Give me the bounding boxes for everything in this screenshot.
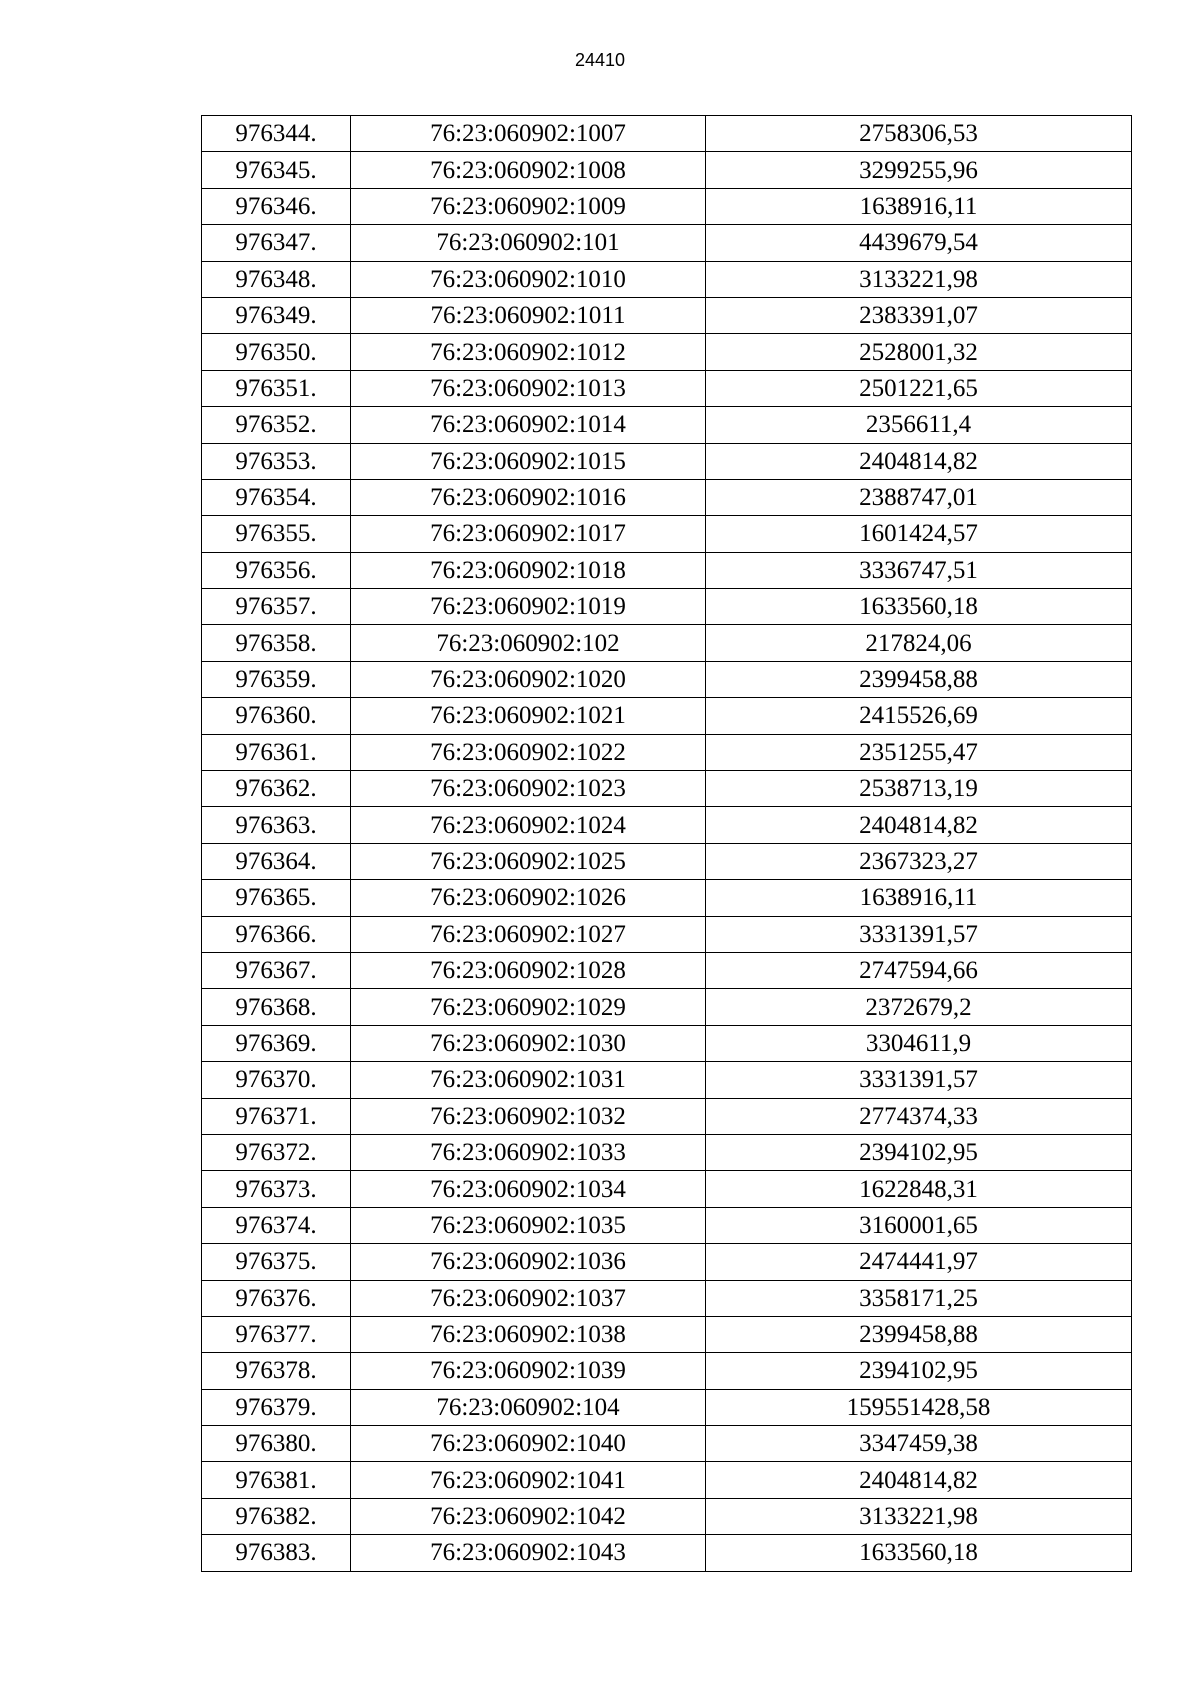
row-number-cell: 976363. (202, 807, 351, 843)
cadastral-number-cell: 76:23:060902:1021 (351, 698, 706, 734)
row-number-cell: 976379. (202, 1389, 351, 1425)
table-row (202, 479, 1132, 515)
cadastral-value-cell: 2351255,47 (706, 734, 1132, 770)
row-number-cell: 976376. (202, 1280, 351, 1316)
row-number-cell: 976352. (202, 407, 351, 443)
table-row (202, 843, 1132, 879)
table-row (202, 661, 1132, 697)
cadastral-value-cell: 3160001,65 (706, 1207, 1132, 1243)
row-number-cell: 976367. (202, 952, 351, 988)
row-number-cell: 976350. (202, 334, 351, 370)
cadastral-value-cell: 2367323,27 (706, 843, 1132, 879)
table-row (202, 916, 1132, 952)
table-row (202, 589, 1132, 625)
cadastral-number-cell: 76:23:060902:1023 (351, 771, 706, 807)
cadastral-value-cell: 3299255,96 (706, 152, 1132, 188)
cadastral-number-cell: 76:23:060902:1007 (351, 116, 706, 152)
cadastral-value-cell: 2388747,01 (706, 479, 1132, 515)
table-row (202, 698, 1132, 734)
cadastral-value-cell: 3133221,98 (706, 261, 1132, 297)
table-row (202, 807, 1132, 843)
table-row (202, 1462, 1132, 1498)
cadastral-number-cell: 76:23:060902:1018 (351, 552, 706, 588)
cadastral-value-cell: 4439679,54 (706, 225, 1132, 261)
table-row (202, 1535, 1132, 1571)
cadastral-number-cell: 76:23:060902:1034 (351, 1171, 706, 1207)
row-number-cell: 976344. (202, 116, 351, 152)
cadastral-number-cell: 76:23:060902:1009 (351, 188, 706, 224)
row-number-cell: 976361. (202, 734, 351, 770)
cadastral-value-cell: 1638916,11 (706, 880, 1132, 916)
row-number-cell: 976349. (202, 297, 351, 333)
table-row (202, 1389, 1132, 1425)
cadastral-number-cell: 76:23:060902:1028 (351, 952, 706, 988)
table-row (202, 261, 1132, 297)
cadastral-value-cell: 2474441,97 (706, 1244, 1132, 1280)
table-row (202, 1062, 1132, 1098)
row-number-cell: 976383. (202, 1535, 351, 1571)
cadastral-number-cell: 76:23:060902:1016 (351, 479, 706, 515)
table-row (202, 188, 1132, 224)
cadastral-number-cell: 76:23:060902:1038 (351, 1316, 706, 1352)
cadastral-value-cell: 2383391,07 (706, 297, 1132, 333)
table-row (202, 443, 1132, 479)
row-number-cell: 976380. (202, 1426, 351, 1462)
row-number-cell: 976381. (202, 1462, 351, 1498)
cadastral-value-cell: 3331391,57 (706, 1062, 1132, 1098)
table-row (202, 152, 1132, 188)
row-number-cell: 976357. (202, 589, 351, 625)
cadastral-number-cell: 76:23:060902:1010 (351, 261, 706, 297)
table-row (202, 370, 1132, 406)
row-number-cell: 976378. (202, 1353, 351, 1389)
cadastral-number-cell: 76:23:060902:1017 (351, 516, 706, 552)
table-row (202, 771, 1132, 807)
cadastral-value-cell: 2501221,65 (706, 370, 1132, 406)
row-number-cell: 976348. (202, 261, 351, 297)
cadastral-number-cell: 76:23:060902:1008 (351, 152, 706, 188)
row-number-cell: 976346. (202, 188, 351, 224)
cadastral-number-cell: 76:23:060902:1042 (351, 1498, 706, 1534)
cadastral-value-cell: 3358171,25 (706, 1280, 1132, 1316)
cadastral-value-cell: 2404814,82 (706, 807, 1132, 843)
cadastral-value-cell: 1633560,18 (706, 1535, 1132, 1571)
table-row (202, 989, 1132, 1025)
cadastral-value-cell: 3304611,9 (706, 1025, 1132, 1061)
cadastral-value-cell: 2356611,4 (706, 407, 1132, 443)
row-number-cell: 976364. (202, 843, 351, 879)
row-number-cell: 976360. (202, 698, 351, 734)
row-number-cell: 976355. (202, 516, 351, 552)
cadastral-value-cell: 159551428,58 (706, 1389, 1132, 1425)
row-number-cell: 976353. (202, 443, 351, 479)
cadastral-number-cell: 76:23:060902:1013 (351, 370, 706, 406)
row-number-cell: 976354. (202, 479, 351, 515)
row-number-cell: 976382. (202, 1498, 351, 1534)
cadastral-value-cell: 2538713,19 (706, 771, 1132, 807)
row-number-cell: 976345. (202, 152, 351, 188)
row-number-cell: 976372. (202, 1134, 351, 1170)
cadastral-value-cell: 2404814,82 (706, 1462, 1132, 1498)
row-number-cell: 976362. (202, 771, 351, 807)
table-row (202, 297, 1132, 333)
cadastral-value-cell: 1638916,11 (706, 188, 1132, 224)
table-row (202, 407, 1132, 443)
table-row (202, 334, 1132, 370)
cadastral-value-cell: 2394102,95 (706, 1353, 1132, 1389)
cadastral-number-cell: 76:23:060902:1043 (351, 1535, 706, 1571)
cadastral-number-cell: 76:23:060902:1041 (351, 1462, 706, 1498)
cadastral-value-cell: 1601424,57 (706, 516, 1132, 552)
table-body (202, 116, 1132, 1572)
cadastral-number-cell: 76:23:060902:1020 (351, 661, 706, 697)
cadastral-value-cell: 2747594,66 (706, 952, 1132, 988)
table-row (202, 1280, 1132, 1316)
table-row (202, 880, 1132, 916)
cadastral-value-cell: 2415526,69 (706, 698, 1132, 734)
table-row (202, 1171, 1132, 1207)
row-number-cell: 976368. (202, 989, 351, 1025)
row-number-cell: 976356. (202, 552, 351, 588)
table-row (202, 734, 1132, 770)
table-row (202, 1353, 1132, 1389)
cadastral-number-cell: 76:23:060902:1012 (351, 334, 706, 370)
row-number-cell: 976375. (202, 1244, 351, 1280)
cadastral-number-cell: 76:23:060902:1029 (351, 989, 706, 1025)
cadastral-number-cell: 76:23:060902:1033 (351, 1134, 706, 1170)
cadastral-value-cell: 2758306,53 (706, 116, 1132, 152)
cadastral-number-cell: 76:23:060902:1030 (351, 1025, 706, 1061)
cadastral-value-cell: 3331391,57 (706, 916, 1132, 952)
cadastral-number-cell: 76:23:060902:1019 (351, 589, 706, 625)
cadastral-number-cell: 76:23:060902:1014 (351, 407, 706, 443)
cadastral-value-cell: 2394102,95 (706, 1134, 1132, 1170)
table-row (202, 1134, 1132, 1170)
table-row (202, 1207, 1132, 1243)
table-row (202, 1498, 1132, 1534)
table-row (202, 1025, 1132, 1061)
row-number-cell: 976365. (202, 880, 351, 916)
row-number-cell: 976359. (202, 661, 351, 697)
table-row (202, 952, 1132, 988)
cadastral-value-table (201, 115, 1132, 1572)
cadastral-number-cell: 76:23:060902:1026 (351, 880, 706, 916)
row-number-cell: 976374. (202, 1207, 351, 1243)
cadastral-number-cell: 76:23:060902:1011 (351, 297, 706, 333)
cadastral-number-cell: 76:23:060902:1022 (351, 734, 706, 770)
table-row (202, 552, 1132, 588)
table-row (202, 225, 1132, 261)
cadastral-value-cell: 1633560,18 (706, 589, 1132, 625)
cadastral-value-cell: 3347459,38 (706, 1426, 1132, 1462)
row-number-cell: 976347. (202, 225, 351, 261)
cadastral-value-cell: 2774374,33 (706, 1098, 1132, 1134)
cadastral-number-cell: 76:23:060902:1035 (351, 1207, 706, 1243)
table-row (202, 1244, 1132, 1280)
cadastral-number-cell: 76:23:060902:1032 (351, 1098, 706, 1134)
cadastral-number-cell: 76:23:060902:1036 (351, 1244, 706, 1280)
row-number-cell: 976370. (202, 1062, 351, 1098)
cadastral-value-cell: 2372679,2 (706, 989, 1132, 1025)
cadastral-value-cell: 3336747,51 (706, 552, 1132, 588)
cadastral-value-cell: 2399458,88 (706, 661, 1132, 697)
cadastral-number-cell: 76:23:060902:1025 (351, 843, 706, 879)
table-row (202, 516, 1132, 552)
row-number-cell: 976366. (202, 916, 351, 952)
cadastral-number-cell: 76:23:060902:102 (351, 625, 706, 661)
cadastral-number-cell: 76:23:060902:1037 (351, 1280, 706, 1316)
row-number-cell: 976373. (202, 1171, 351, 1207)
row-number-cell: 976358. (202, 625, 351, 661)
cadastral-number-cell: 76:23:060902:101 (351, 225, 706, 261)
cadastral-number-cell: 76:23:060902:1024 (351, 807, 706, 843)
cadastral-value-cell: 2404814,82 (706, 443, 1132, 479)
cadastral-number-cell: 76:23:060902:1039 (351, 1353, 706, 1389)
cadastral-value-cell: 3133221,98 (706, 1498, 1132, 1534)
cadastral-value-cell: 2528001,32 (706, 334, 1132, 370)
table-row (202, 1426, 1132, 1462)
cadastral-value-cell: 2399458,88 (706, 1316, 1132, 1352)
table-row (202, 1098, 1132, 1134)
cadastral-number-cell: 76:23:060902:1040 (351, 1426, 706, 1462)
table-row (202, 116, 1132, 152)
cadastral-value-cell: 1622848,31 (706, 1171, 1132, 1207)
cadastral-number-cell: 76:23:060902:104 (351, 1389, 706, 1425)
page-number: 24410 (574, 50, 626, 70)
cadastral-number-cell: 76:23:060902:1027 (351, 916, 706, 952)
table-row (202, 1316, 1132, 1352)
row-number-cell: 976377. (202, 1316, 351, 1352)
table-row (202, 625, 1132, 661)
cadastral-value-cell: 217824,06 (706, 625, 1132, 661)
cadastral-number-cell: 76:23:060902:1031 (351, 1062, 706, 1098)
row-number-cell: 976371. (202, 1098, 351, 1134)
row-number-cell: 976369. (202, 1025, 351, 1061)
cadastral-number-cell: 76:23:060902:1015 (351, 443, 706, 479)
row-number-cell: 976351. (202, 370, 351, 406)
